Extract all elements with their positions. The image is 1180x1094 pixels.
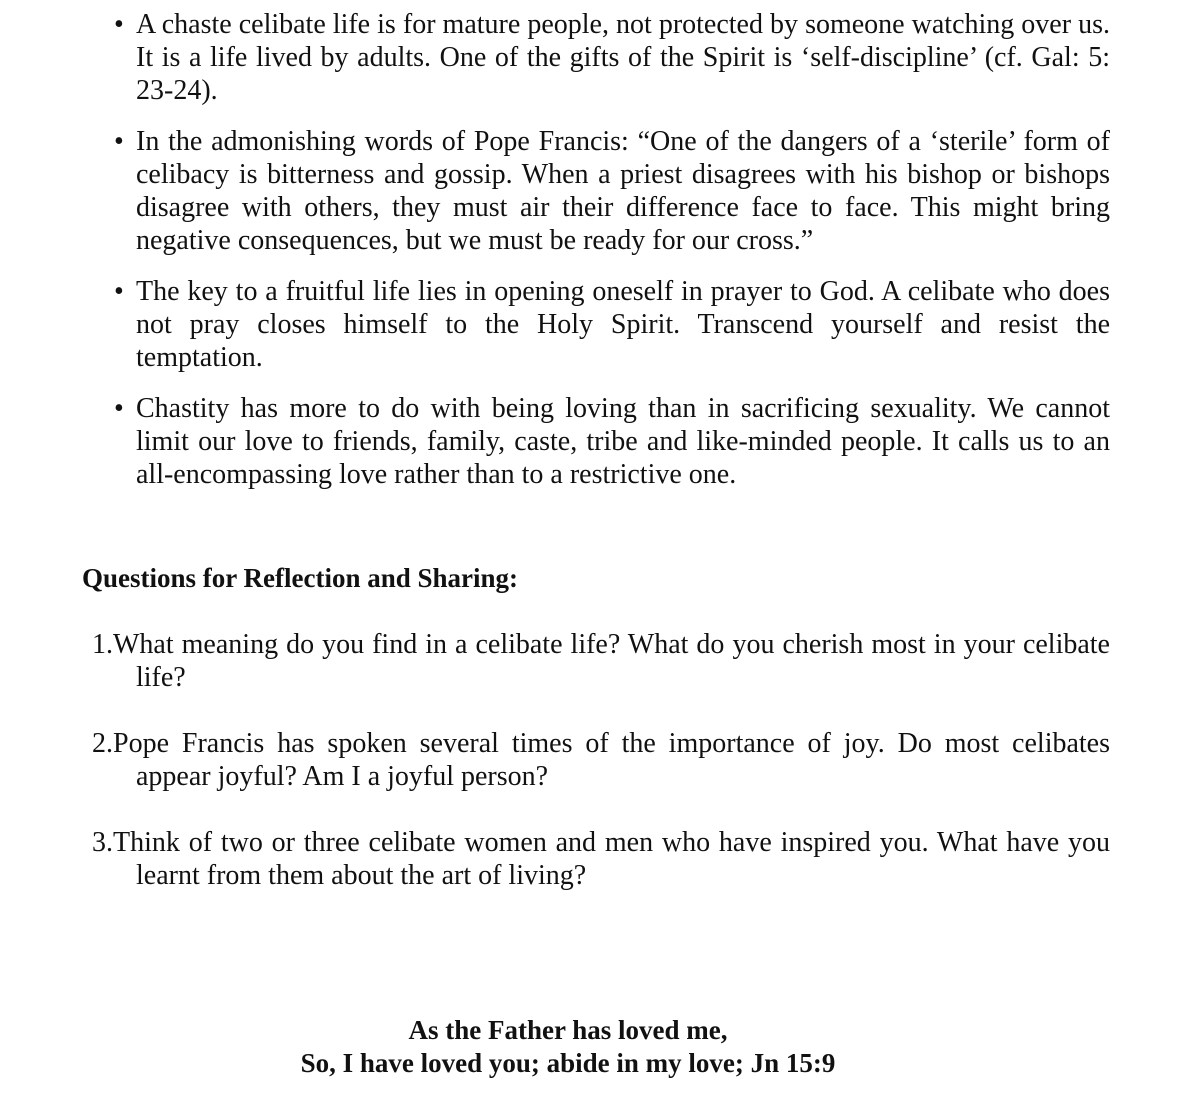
bullet-symbol: • <box>114 276 124 307</box>
question-text: Think of two or three celibate women and men who have inspired you. What have you learnt from them about the art of living? <box>113 827 1110 891</box>
question-number: 3. <box>92 827 113 858</box>
question-list <box>92 628 1110 925</box>
bullet-item <box>90 8 1110 107</box>
question-item <box>92 826 1110 892</box>
bullet-symbol: • <box>114 393 124 424</box>
bullet-text: A chaste celibate life is for mature people, not protected by someone watching over us. It is a life lived by adults. One of the gifts of the Spirit is ‘self-discipline’ (cf. Gal: 5: 23-24). <box>136 9 1110 106</box>
question-item <box>92 628 1110 694</box>
bullet-symbol: • <box>114 9 124 40</box>
question-number: 1. <box>92 629 113 660</box>
bullet-text: In the admonishing words of Pope Francis: “One of the dangers of a ‘sterile’ form of celibacy is bitterness and gossip. When a priest disagrees with his bishop or bishops disagree with others, they must air their difference face to face. This might bring negative consequences, but we must be ready for our cross.” <box>136 126 1110 256</box>
question-number: 2. <box>92 728 113 759</box>
bullet-item <box>90 392 1110 491</box>
bullet-item <box>90 275 1110 374</box>
closing-scripture-quote <box>0 1014 1136 1080</box>
questions-heading: Questions for Reflection and Sharing: <box>82 563 519 593</box>
bullet-symbol: • <box>114 126 124 157</box>
bullet-text: Chastity has more to do with being loving than in sacrificing sexuality. We cannot limit our love to friends, family, caste, tribe and like-minded people. It calls us to an all-encompassing love rather than to a restrictive one. <box>136 393 1110 490</box>
bullet-item <box>90 125 1110 257</box>
quote-line-1: As the Father has loved me, <box>408 1015 728 1045</box>
quote-line-2: So, I have loved you; abide in my love; Jn 15:9 <box>300 1048 836 1078</box>
bullet-list <box>90 8 1110 509</box>
question-text: Pope Francis has spoken several times of the importance of joy. Do most celibates appear joyful? Am I a joyful person? <box>113 728 1110 792</box>
question-item <box>92 727 1110 793</box>
question-text: What meaning do you find in a celibate life? What do you cherish most in your celibate life? <box>113 629 1110 693</box>
bullet-text: The key to a fruitful life lies in opening oneself in prayer to God. A celibate who does not pray closes himself to the Holy Spirit. Transcend yourself and resist the temptation. <box>136 276 1110 373</box>
